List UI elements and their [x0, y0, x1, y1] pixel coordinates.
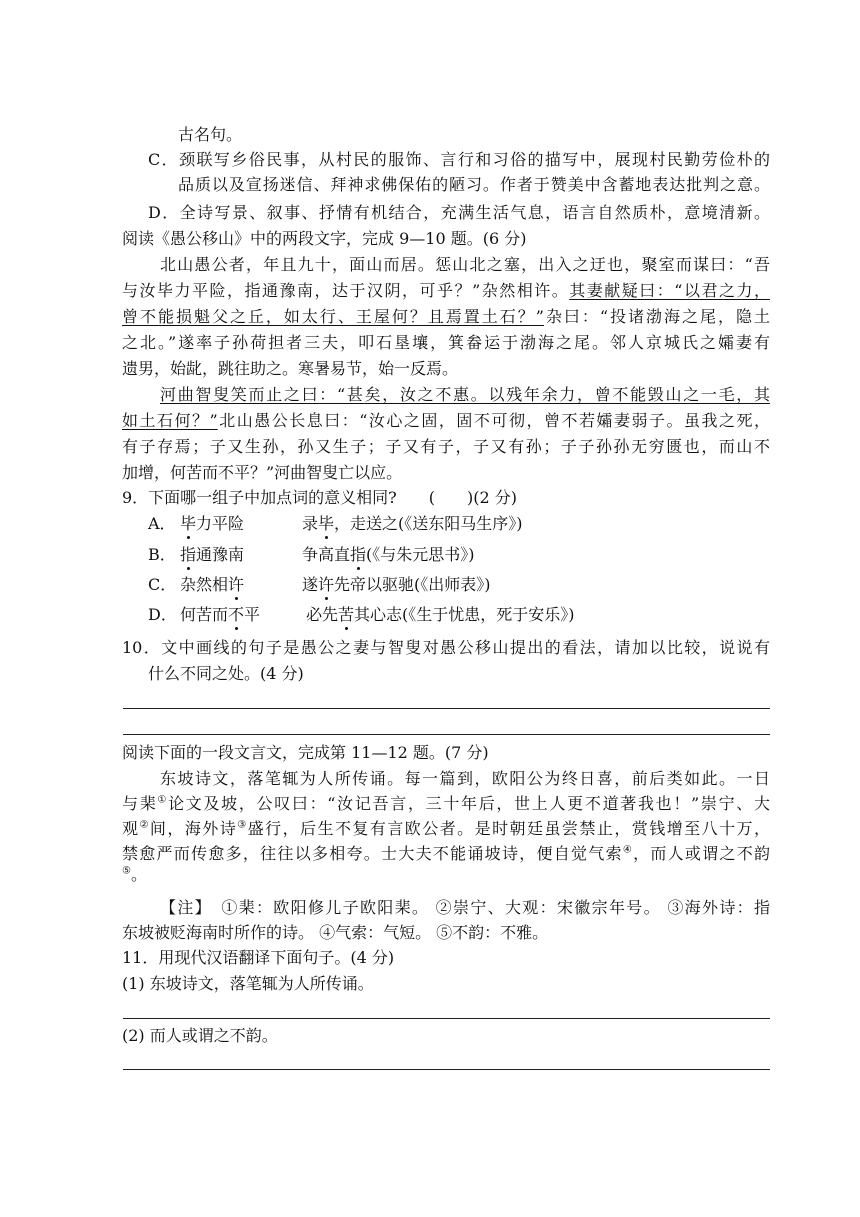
- q8-option-d: D．全诗写景、叙事、抒情有机结合，充满生活气息，语言自然质朴，意境清新。: [148, 203, 770, 222]
- answer-line[interactable]: [123, 1018, 770, 1019]
- footnote-marker: ③: [237, 819, 248, 831]
- reading2-line5: ⑤。: [122, 865, 147, 884]
- q9-stem: 9．下面哪一组子中加点词的意义相同? ( )(2 分): [122, 488, 517, 507]
- underlined-sentence: 河曲智叟笑而止之曰：“甚矣，汝之不惠。以残年余力，曾不能毁山之一毛，其: [160, 385, 770, 404]
- reading1-p2-line3: 有子存焉；子又生孙，孙又生子；子又有子，子又有孙；子子孙孙无穷匮也，而山不: [122, 437, 770, 456]
- option-left-phrase: 毕力平险: [180, 514, 245, 533]
- answer-line[interactable]: [123, 1069, 770, 1070]
- notes-line2: 东坡被贬海南时所作的诗。 ④气索：气短。 ⑤不韵：不雅。: [122, 923, 549, 942]
- q11-sentence-1: (1) 东坡诗文，落笔辄为人所传诵。: [122, 974, 374, 993]
- option-right-phrase: 录毕，走送之(《送东阳马生序》): [302, 514, 523, 533]
- emphasis-dot: 指: [180, 545, 197, 564]
- footnote-marker: ①: [157, 794, 169, 806]
- option-right-phrase: 必先苦其心志(《生于忧患，死于安乐》): [306, 605, 575, 624]
- option-letter: C．: [148, 575, 177, 594]
- option-letter: D．: [148, 605, 177, 624]
- q10-stem-line1: 10．文中画线的句子是愚公之妻与智叟对愚公移山提出的看法，请加以比较，说说有: [122, 638, 770, 657]
- reading1-p1-line5: 遗男，始龀，跳往助之。寒暑易节，始一反焉。: [122, 359, 459, 378]
- option-letter: B．: [148, 545, 176, 564]
- reading1-text: 北山愚公长息曰：“汝心之固，固不可彻，曾不若孀妻弱子。虽我之死，: [217, 411, 770, 430]
- reading1-p2-line1: [160, 384, 770, 406]
- emphasis-dot: 许: [318, 575, 335, 594]
- underlined-sentence: 如土石何？”: [122, 411, 218, 430]
- option-left-phrase: 指通豫南: [180, 545, 245, 564]
- q11-stem: 11．用现代汉语翻译下面句子。(4 分): [122, 948, 395, 967]
- footnote-marker: ⑤: [122, 865, 131, 877]
- reading1-text: 与汝毕力平险，指通豫南，达于汉阴，可乎？”杂然相许。: [122, 281, 570, 300]
- reading1-p1-line3: [122, 306, 770, 328]
- emphasis-dot: 毕: [180, 514, 197, 533]
- option-left-phrase: 何苦而不平: [180, 605, 261, 624]
- reading2-line3: 观②间，海外诗③盛行，后生不复有言欧公者。是时朝廷虽尝禁止，赏钱增至八十万，: [122, 819, 770, 838]
- footnote-marker: ②: [139, 819, 150, 831]
- reading1-p1-line4: 之北。”遂率子孙荷担者三夫，叩石垦壤，箕畚运于渤海之尾。邻人京城氏之孀妻有: [122, 333, 770, 352]
- reading2-line4: 禁愈严而传愈多，往往以多相夸。士大夫不能诵坡诗，便自觉气索④，而人或谓之不韵: [122, 844, 770, 863]
- q10-stem-line2: 什么不同之处。(4 分): [148, 664, 304, 683]
- option-left-phrase: 杂然相许: [180, 575, 245, 594]
- footnote-marker: ④: [622, 844, 634, 856]
- q8-option-c-line1: C．颈联写乡俗民事，从村民的服饰、言行和习俗的描写中，展现村民勤劳俭朴的: [148, 150, 770, 169]
- underlined-sentence: 其妻献疑曰：“以君之力，: [569, 281, 770, 300]
- reading2-line2: 与棐①论文及坡，公叹曰：“汝记吾言，三十年后，世上人更不道著我也！”崇宁、大: [122, 794, 770, 813]
- answer-line[interactable]: [123, 734, 770, 735]
- reading2-intro: 阅读下面的一段文言文，完成第 11—12 题。(7 分): [122, 743, 489, 762]
- reading1-p2-line2: [122, 410, 770, 432]
- q8-option-b-tail: 古名句。: [178, 125, 243, 144]
- emphasis-dot: 不: [228, 605, 245, 624]
- notes-line1: 【注】 ①棐：欧阳修儿子欧阳棐。 ②崇宁、大观：宋徽宗年号。 ③海外诗：指: [160, 898, 770, 917]
- reading2-line1: 东坡诗文，落笔辄为人所传诵。每一篇到，欧阳公为终日喜，前后类如此。一日: [160, 769, 770, 788]
- reading1-p1-line1: 北山愚公者，年且九十，面山而居。惩山北之塞，出入之迂也，聚室而谋曰：“吾: [160, 255, 770, 274]
- reading1-p2-line4: 加增，何苦而不平？”河曲智叟亡以应。: [122, 463, 403, 482]
- reading1-p1-line2: [122, 280, 770, 302]
- q11-sentence-2: (2) 而人或谓之不韵。: [122, 1026, 278, 1045]
- option-right-phrase: 遂许先帝以驱驰(《出师表》): [302, 575, 491, 594]
- answer-line[interactable]: [123, 708, 770, 709]
- emphasis-dot: 苦: [338, 605, 355, 624]
- underlined-sentence: 曾不能损魁父之丘，如太行、王屋何？且焉置土石？”: [122, 307, 544, 326]
- option-letter: A．: [148, 514, 176, 533]
- emphasis-dot: 指: [350, 545, 367, 564]
- emphasis-dot: 许: [228, 575, 245, 594]
- emphasis-dot: 毕: [318, 514, 335, 533]
- option-right-phrase: 争高直指(《与朱元思书》): [302, 545, 475, 564]
- reading1-intro: 阅读《愚公移山》中的两段文字，完成 9—10 题。(6 分): [122, 229, 527, 248]
- q8-option-c-line2: 品质以及宣扬迷信、拜神求佛保佑的陋习。作者于赞美中含蓄地表达批判之意。: [178, 175, 770, 194]
- reading1-text: 杂曰：“投诸渤海之尾，隐土: [543, 307, 770, 326]
